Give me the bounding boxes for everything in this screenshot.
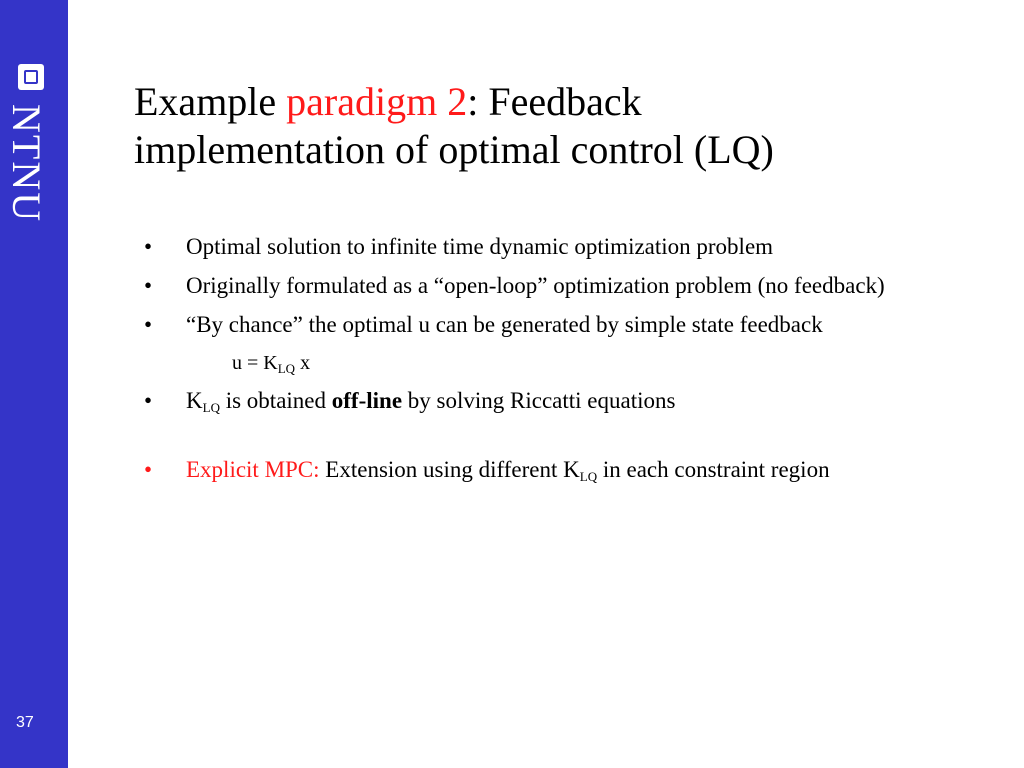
bullet-item-5 (144, 453, 1004, 487)
title-line-1 (134, 78, 994, 126)
bullet-text-part: in each constraint region (597, 457, 830, 482)
bullet-icon: • (144, 457, 153, 482)
bullet-item-2 (144, 269, 1004, 303)
bullet-icon: • (144, 234, 153, 259)
bullet-icon: • (144, 312, 153, 337)
sidebar (0, 0, 68, 768)
ntnu-logo-icon (18, 64, 44, 90)
bullet-text: Originally formulated as a “open-loop” optimization problem (no feedback) (186, 273, 885, 298)
title-line-2: implementation of optimal control (LQ) (134, 127, 774, 172)
explicit-mpc-label: Explicit MPC: (186, 457, 320, 482)
bullet-item-4 (144, 384, 1004, 418)
bold-offline: off-line (331, 388, 403, 413)
bullet-item-1 (144, 230, 1004, 264)
bullet-text (186, 457, 830, 482)
bullet-text-part: Extension using different K (319, 457, 580, 482)
title-highlight: paradigm 2 (286, 79, 468, 124)
bullet-text-part: by solving Riccatti equations (402, 388, 676, 413)
formula-lhs: u = K (232, 352, 278, 374)
logo-text: NTNU (4, 104, 49, 224)
bullet-text: “By chance” the optimal u can be generated by simple state feedback (186, 312, 823, 337)
bullet-list (144, 230, 1004, 492)
bullet-icon: • (144, 273, 153, 298)
bullet-text (186, 388, 675, 413)
slide-title (134, 78, 994, 174)
bullet-item-3 (144, 308, 1004, 342)
formula-subscript: LQ (277, 361, 296, 376)
formula-rhs: x (295, 352, 311, 374)
page-number: 37 (16, 714, 34, 731)
k-subscript: LQ (579, 469, 598, 484)
title-suffix: : Feedback (467, 79, 642, 124)
bullet-text: Optimal solution to infinite time dynamic optimization problem (186, 234, 774, 259)
spacer (144, 423, 1004, 453)
title-prefix: Example (134, 79, 287, 124)
bullet-text-part: is obtained (219, 388, 332, 413)
feedback-formula (144, 347, 1004, 379)
k-symbol: K (186, 388, 203, 413)
bullet-icon: • (144, 388, 153, 413)
k-subscript: LQ (202, 400, 220, 415)
